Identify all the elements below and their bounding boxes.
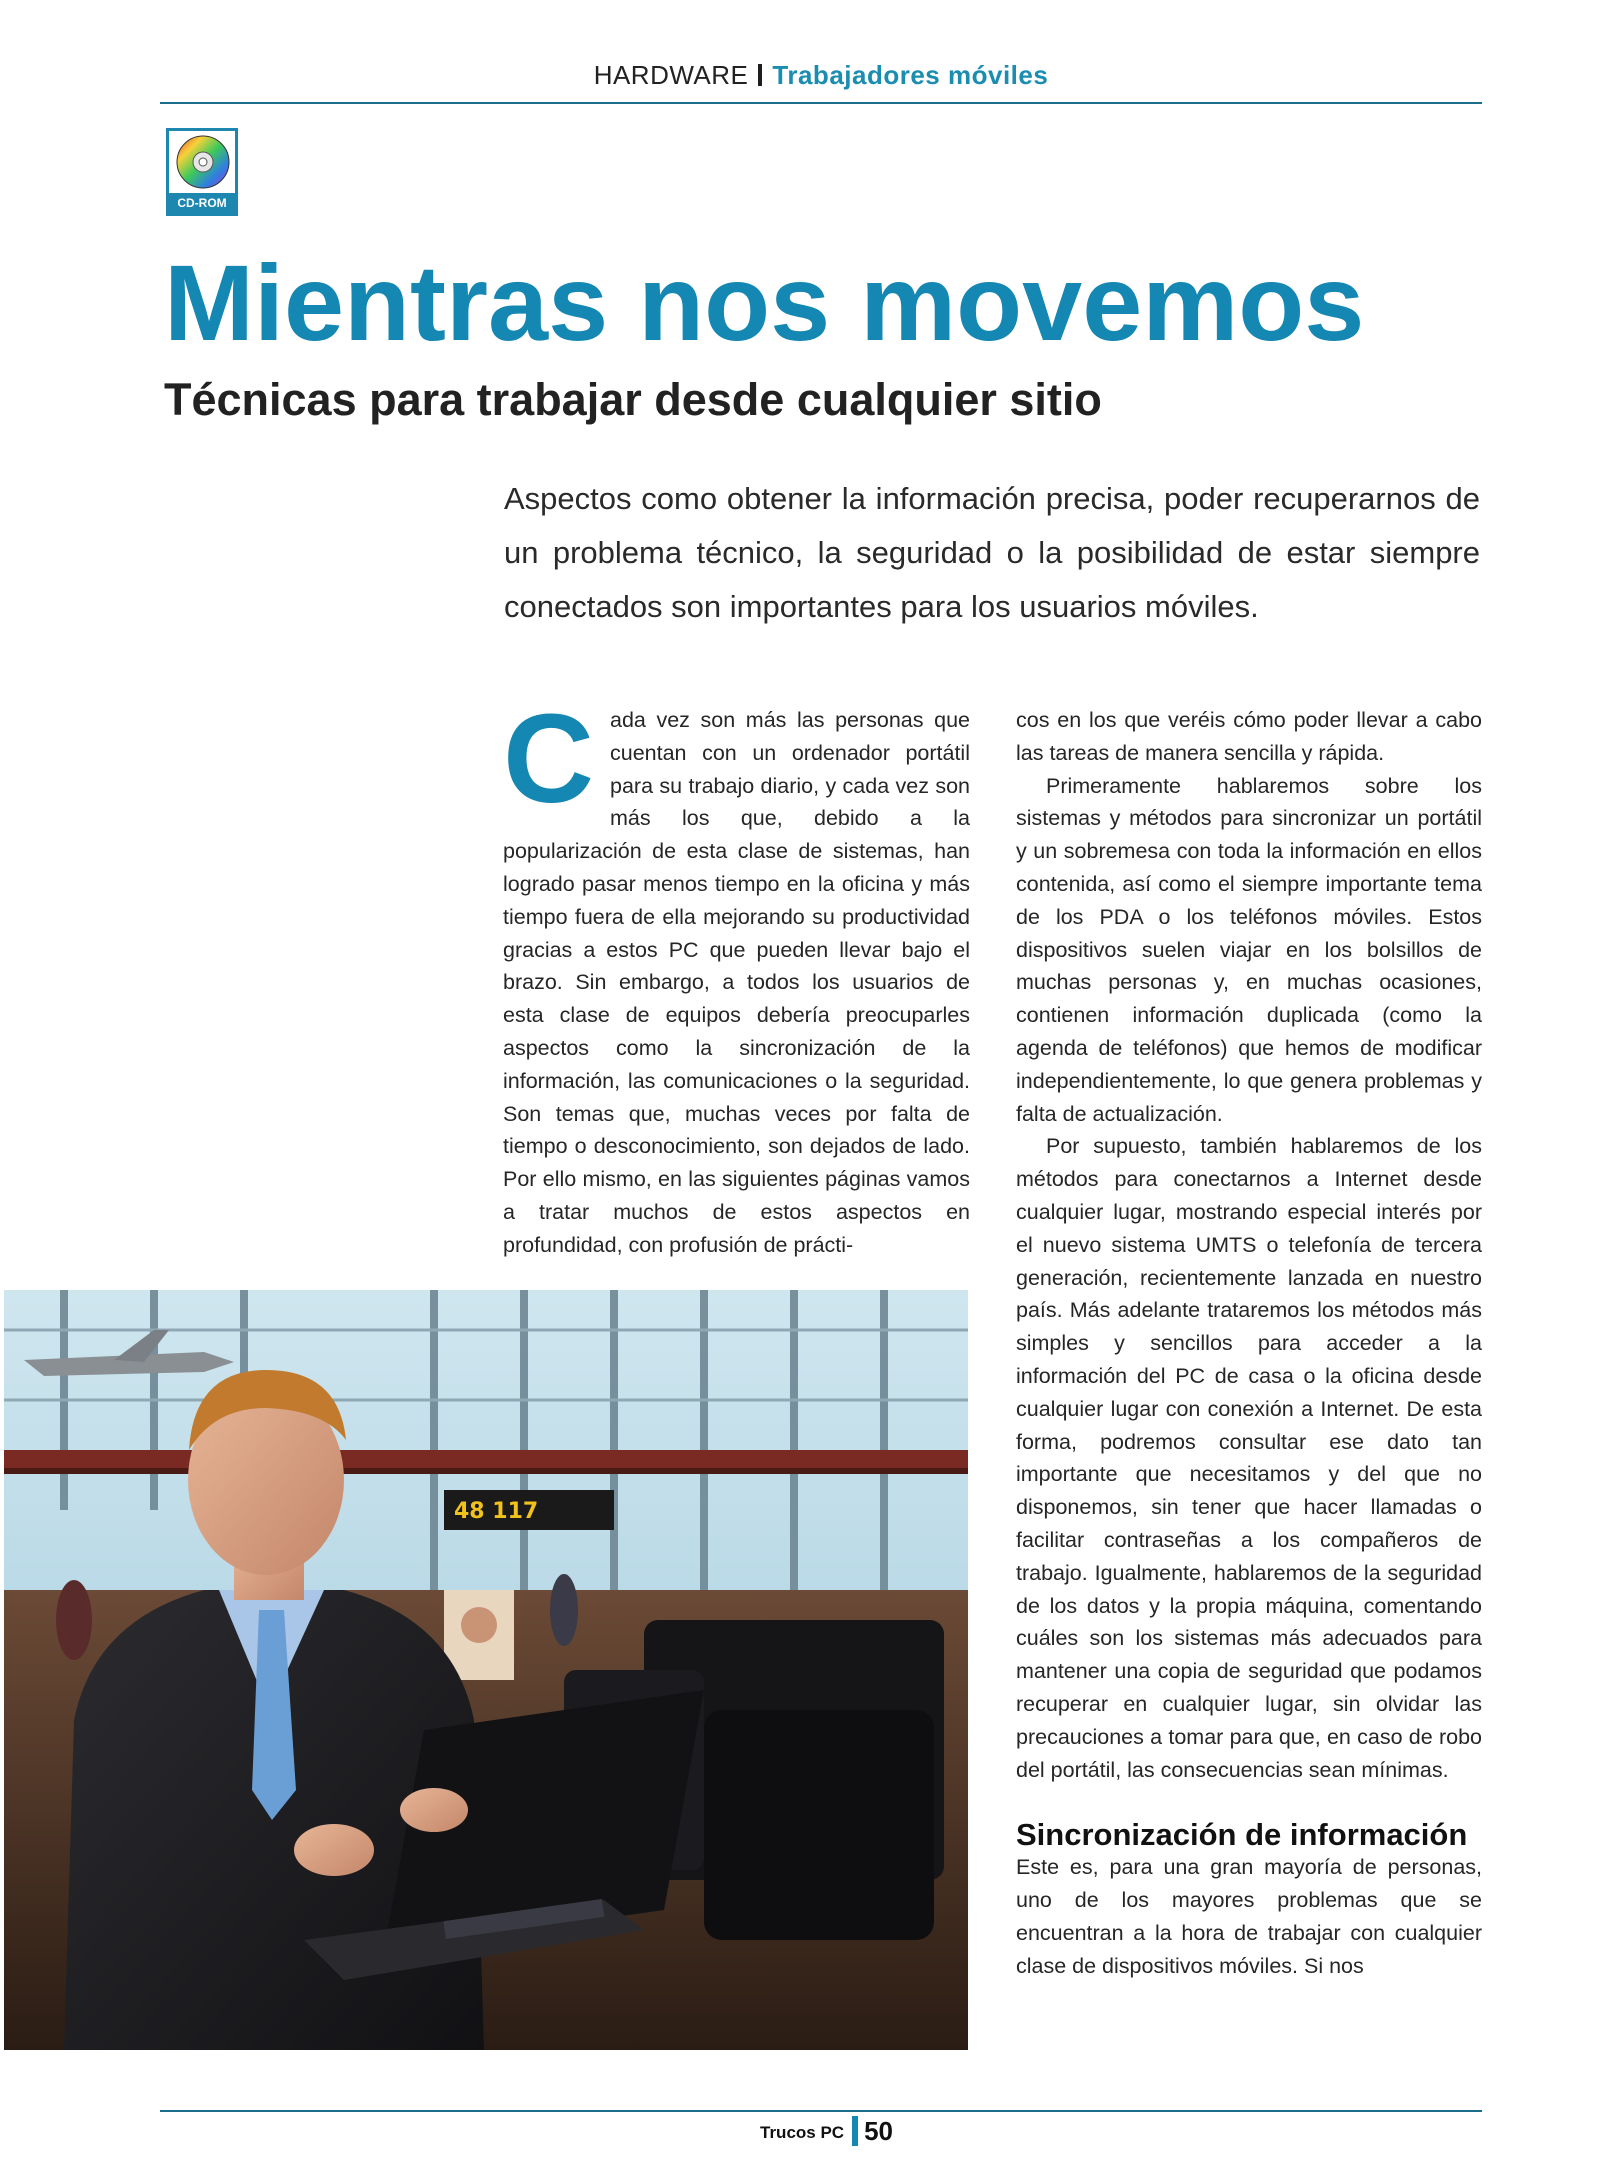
drop-cap: C (503, 688, 594, 829)
column-left (503, 688, 970, 1262)
paragraph-sync-overview: Primeramente hablaremos sobre los sistemas y métodos para sincronizar un portátil y un sobremesa con toda la información en ellos contenida, así como el siempre importante tema de los PDA o los teléfonos móviles. Estos dispositivos suelen viajar en los bolsillos de muchas personas y, en muchas ocasiones, contienen información duplicada (como la agenda de teléfonos) que hemos de modificar independientemente, lo que genera problemas y falta de actualización. (1016, 773, 1482, 1126)
header-subsection: Trabajadores móviles (772, 60, 1049, 90)
column-right (1016, 704, 1482, 1982)
intro-text: ada vez son más las personas que cuentan con un ordenador portátil para su trabajo diario, y cada vez son más los que, debido a la popularización de esta clase de sistemas, han logrado pasar menos tiempo en la oficina y más tiempo fuera de ella mejorando su productividad gracias a estos PC que pueden llevar bajo el brazo. Sin embargo, a todos los usuarios de esta clase de equipos debería preocuparles aspectos como la sincronización de la información, las comunicaciones o la seguridad. Son temas que, muchas veces por falta de tiempo o desconocimiento, son dejados de lado. Por ello mismo, en las siguientes páginas vamos a tratar muchos de estos aspectos en profundidad, con profusión de prácti- (503, 708, 970, 1257)
page-footer (760, 2116, 893, 2150)
paragraph-connectivity: Por supuesto, también hablaremos de los métodos para conectarnos a Internet desde cualquier lugar, mostrando especial interés por el nuevo sistema UMTS o telefonía de tercera generación, recientemente lanzada en nuestro país. Más adelante trataremos los métodos más simples y sencillos para acceder a la información del PC de casa o la oficina desde cualquier lugar con conexión a Internet. De esta forma, podremos consultar ese dato tan importante que necesitamos y del que no disponemos, sin tener que hacer llamadas o facilitar contraseñas a los compañeros de trabajo. Igualmente, hablaremos de la seguridad de los datos y la propia máquina, comentando cuáles son los sistemas más adecuados para mantener una copia de seguridad que podamos recuperar en cualquier lugar, sin olvidar las precauciones a tomar para que, en caso de robo del portátil, las consecuencias sean mínimas. (1016, 1134, 1482, 1782)
article-subtitle: Técnicas para trabajar desde cualquier sitio (164, 374, 1102, 425)
footer-magazine-name: Trucos PC (760, 2123, 845, 2142)
header-section: HARDWARE (593, 60, 749, 90)
header-rule (160, 102, 1482, 104)
running-header (160, 60, 1482, 102)
paragraph-intro (503, 688, 970, 1262)
photo-businessman-laptop-airport (4, 1290, 968, 2050)
article-lead: Aspectos como obtener la información precisa, poder recuperarnos de un problema técnico, la seguridad o la posibilidad de estar siempre conectados son importantes para los usuarios móviles. (504, 481, 1480, 624)
cd-rom-badge (166, 128, 238, 216)
footer-bar (852, 2116, 858, 2146)
footer-rule (160, 2110, 1482, 2112)
svg-text:48 117: 48 117 (454, 1499, 539, 1524)
header-separator (758, 64, 762, 86)
paragraph-intro-continued: cos en los que veréis cómo poder llevar a cabo las tareas de manera sencilla y rápida. (1016, 708, 1482, 765)
paragraph-sync: Este es, para una gran mayoría de personas, uno de los mayores problemas que se encuentran a la hora de trabajar con cualquier clase de dispositivos móviles. Si nos (1016, 1855, 1482, 1978)
page-number: 50 (864, 2116, 894, 2146)
cd-rom-label: CD-ROM (169, 193, 235, 213)
article-title: Mientras nos movemos (164, 242, 1365, 363)
section-heading-sync: Sincronización de información (1016, 1817, 1468, 1853)
cd-icon (175, 134, 231, 190)
